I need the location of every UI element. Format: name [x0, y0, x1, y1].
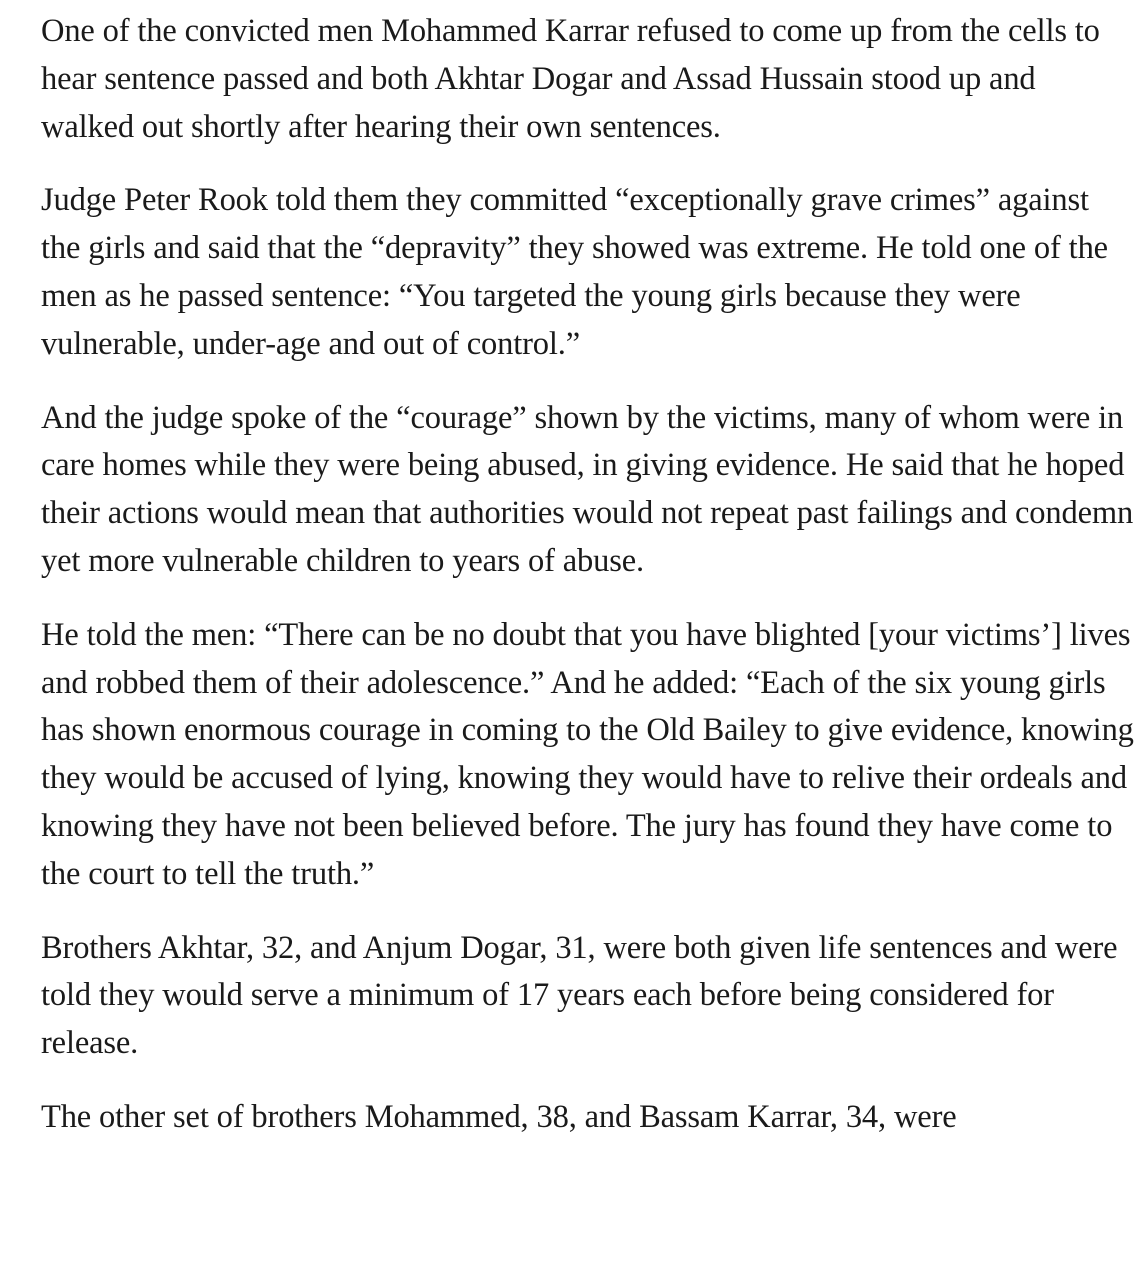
- paragraph-courage-of-victims: And the judge spoke of the “courage” shown by the victims, many of whom were in care homes while they were being abused, in giving evidence. He said that he hoped their actions would mean that authorities would not repeat past failings and condemn yet more vulnerable children to years of abuse.: [41, 399, 1134, 579]
- paragraph-karrar-brothers: The other set of brothers Mohammed, 38, and Bassam Karrar, 34, were: [41, 1098, 957, 1135]
- paragraph-judge-rook: Judge Peter Rook told them they committed “exceptionally grave crimes” against the girls and said that the “depravity” they showed was extreme. He told one of the men as he passed sentence: “You targeted the young girls because they were vulnerable, under-age and out of control.”: [41, 182, 1108, 362]
- paragraph-dogar-sentences: Brothers Akhtar, 32, and Anjum Dogar, 31, were both given life sentences and were told they would serve a minimum of 17 years each before being considered for release.: [41, 929, 1118, 1062]
- article-body: [41, 8, 1135, 1168]
- paragraph-judge-quote: He told the men: “There can be no doubt that you have blighted [your victims’] lives and robbed them of their adolescence.” And he added: “Each of the six young girls has shown enormous courage in coming to the Old Bailey to give evidence, knowing they would be accused of lying, knowing they would have to relive their ordeals and knowing they have not been believed before. The jury has found they have come to the court to tell the truth.”: [41, 616, 1134, 892]
- paragraph-karrar-refused: One of the convicted men Mohammed Karrar refused to come up from the cells to hear sentence passed and both Akhtar Dogar and Assad Hussain stood up and walked out shortly after hearing their own sentences.: [41, 13, 1100, 145]
